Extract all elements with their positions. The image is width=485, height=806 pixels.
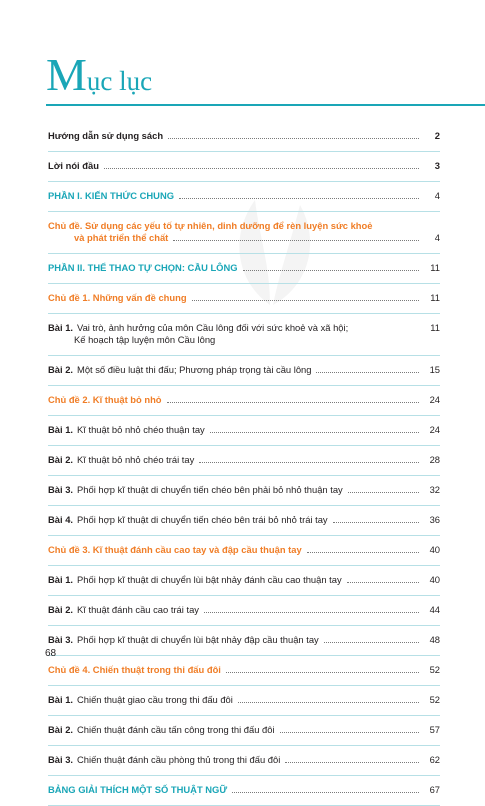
dot-leader <box>316 372 419 373</box>
dot-leader <box>192 300 419 301</box>
dot-leader <box>168 138 419 139</box>
lesson-number: Bài 1. <box>48 424 74 435</box>
toc-label: PHẦN II. THỂ THAO TỰ CHỌN: CẦU LÔNG <box>48 262 238 273</box>
toc-entry-lesson[interactable] <box>48 724 440 736</box>
toc-entry-guide[interactable] <box>48 130 440 142</box>
page-title <box>46 49 153 100</box>
toc-label: Phối hợp kĩ thuật di chuyển tiến chéo bên phải bỏ nhỏ thuận tay <box>77 484 343 495</box>
lesson-number: Bài 1. <box>48 694 74 705</box>
toc-entry-topic1[interactable] <box>48 292 440 304</box>
dot-leader <box>167 402 419 403</box>
toc-page: 24 <box>429 424 440 435</box>
toc-label: Chiến thuật đánh cầu phòng thủ trong thi đấu đôi <box>77 754 281 765</box>
toc-page: 62 <box>429 754 440 765</box>
dot-leader <box>307 552 419 553</box>
dot-leader <box>210 432 419 433</box>
toc-label: Chủ đề 1. Những vấn đề chung <box>48 292 187 303</box>
toc-label: Chủ đề 3. Kĩ thuật đánh cầu cao tay và đập cầu thuận tay <box>48 544 302 555</box>
toc-entry-preface[interactable] <box>48 160 440 172</box>
toc-page: 24 <box>429 394 440 405</box>
dot-leader <box>348 492 419 493</box>
toc-label: Kĩ thuật bỏ nhỏ chéo trái tay <box>77 454 195 465</box>
toc-page: 32 <box>429 484 440 495</box>
toc-label: Chủ đề 2. Kĩ thuật bỏ nhỏ <box>48 394 162 405</box>
lesson-number: Bài 1. <box>48 322 74 333</box>
toc-entry-topic4[interactable] <box>48 664 440 676</box>
toc-page: 48 <box>429 634 440 645</box>
toc-page: 40 <box>429 544 440 555</box>
toc-page: 3 <box>434 160 440 171</box>
toc-label: Hướng dẫn sử dụng sách <box>48 130 164 141</box>
lesson-number: Bài 2. <box>48 604 74 615</box>
toc-page: 44 <box>429 604 440 615</box>
toc-entry-lesson[interactable] <box>48 694 440 706</box>
toc-label: Kĩ thuật bỏ nhỏ chéo thuận tay <box>77 424 205 435</box>
toc-page: 11 <box>430 262 440 273</box>
dot-leader <box>243 270 419 271</box>
lesson-number: Bài 2. <box>48 454 74 465</box>
toc-page: 36 <box>429 514 440 525</box>
dot-leader <box>285 762 419 763</box>
toc-entry-lesson[interactable] <box>48 424 440 436</box>
dot-leader <box>204 612 419 613</box>
title-underline <box>46 104 485 106</box>
divider <box>48 805 440 806</box>
toc-label: Chiến thuật đánh cầu tấn công trong thi đấu đôi <box>77 724 275 735</box>
dot-leader <box>324 642 419 643</box>
dot-leader <box>347 582 419 583</box>
toc-page: 40 <box>429 574 440 585</box>
dot-leader <box>238 702 419 703</box>
toc-label-line2: và phát triển thể chất <box>74 232 169 243</box>
lesson-number: Bài 2. <box>48 724 74 735</box>
toc-label: PHẦN I. KIẾN THỨC CHUNG <box>48 190 175 201</box>
toc-label-line1: Chủ đề. Sử dụng các yếu tố tự nhiên, dinh dưỡng để rèn luyện sức khoẻ <box>48 220 373 231</box>
lesson-number: Bài 3. <box>48 634 74 645</box>
toc-label: Một số điều luật thi đấu; Phương pháp trọng tài cầu lông <box>77 364 312 375</box>
dot-leader <box>104 168 419 169</box>
toc-page: 4 <box>434 190 440 201</box>
toc-page: 52 <box>429 664 440 675</box>
dot-leader <box>232 792 419 793</box>
toc-label-line2: Kế hoạch tập luyện môn Cầu lông <box>74 334 216 345</box>
lesson-number: Bài 2. <box>48 364 74 375</box>
toc-entry-lesson[interactable] <box>48 454 440 466</box>
toc-page: 2 <box>434 130 440 141</box>
toc-page: 57 <box>429 724 440 735</box>
dot-leader <box>199 462 419 463</box>
page-number: 68 <box>45 648 57 659</box>
toc-entry-topic2[interactable] <box>48 394 440 406</box>
toc-page: 67 <box>429 784 440 795</box>
toc-page: 15 <box>429 364 440 375</box>
toc-entry-lesson[interactable] <box>48 634 440 646</box>
lesson-number: Bài 4. <box>48 514 74 525</box>
lesson-number: Bài 3. <box>48 754 74 765</box>
dot-leader <box>226 672 419 673</box>
toc-page: 28 <box>429 454 440 465</box>
toc-label: Phối hợp kĩ thuật di chuyển lùi bật nhảy đập cầu thuận tay <box>77 634 319 645</box>
toc-page: 52 <box>429 694 440 705</box>
toc-entry-lesson[interactable] <box>48 484 440 496</box>
toc-label: BẢNG GIẢI THÍCH MỘT SỐ THUẬT NGỮ <box>48 784 228 795</box>
toc-label: Chiến thuật giao cầu trong thi đấu đôi <box>77 694 233 705</box>
toc-entry-glossary[interactable] <box>48 784 440 796</box>
toc-entry-topic-general[interactable] <box>48 220 440 244</box>
toc-label: Phối hợp kĩ thuật di chuyển lùi bật nhảy đánh cầu cao thuận tay <box>77 574 342 585</box>
toc-entry-part1[interactable] <box>48 190 440 202</box>
toc-entry-lesson[interactable] <box>48 574 440 586</box>
lesson-number: Bài 1. <box>48 574 74 585</box>
dot-leader <box>280 732 419 733</box>
toc-label: Phối hợp kĩ thuật di chuyển tiến chéo bên trái bỏ nhỏ trái tay <box>77 514 328 525</box>
toc-page: 11 <box>430 322 440 333</box>
toc-entry-lesson[interactable] <box>48 514 440 526</box>
toc-label-line1: Vai trò, ảnh hưởng của môn Cầu lông đối với sức khoẻ và xã hội; <box>77 322 349 333</box>
dot-leader <box>173 240 419 241</box>
toc-entry-lesson[interactable] <box>48 322 440 346</box>
toc-label: Chủ đề 4. Chiến thuật trong thi đấu đôi <box>48 664 221 675</box>
dot-leader <box>179 198 419 199</box>
table-of-contents <box>48 130 440 806</box>
toc-entry-lesson[interactable] <box>48 604 440 616</box>
toc-entry-lesson[interactable] <box>48 364 440 376</box>
toc-label: Kĩ thuật đánh cầu cao trái tay <box>77 604 199 615</box>
title-initial: M <box>46 49 87 100</box>
toc-label: Lời nói đầu <box>48 160 99 171</box>
lesson-number: Bài 3. <box>48 484 74 495</box>
toc-page: 4 <box>434 232 440 243</box>
title-rest: ục lục <box>86 66 153 96</box>
dot-leader <box>333 522 419 523</box>
toc-page: 11 <box>430 292 440 303</box>
toc-entry-topic3[interactable] <box>48 544 440 556</box>
toc-entry-lesson[interactable] <box>48 754 440 766</box>
toc-entry-part2[interactable] <box>48 262 440 274</box>
